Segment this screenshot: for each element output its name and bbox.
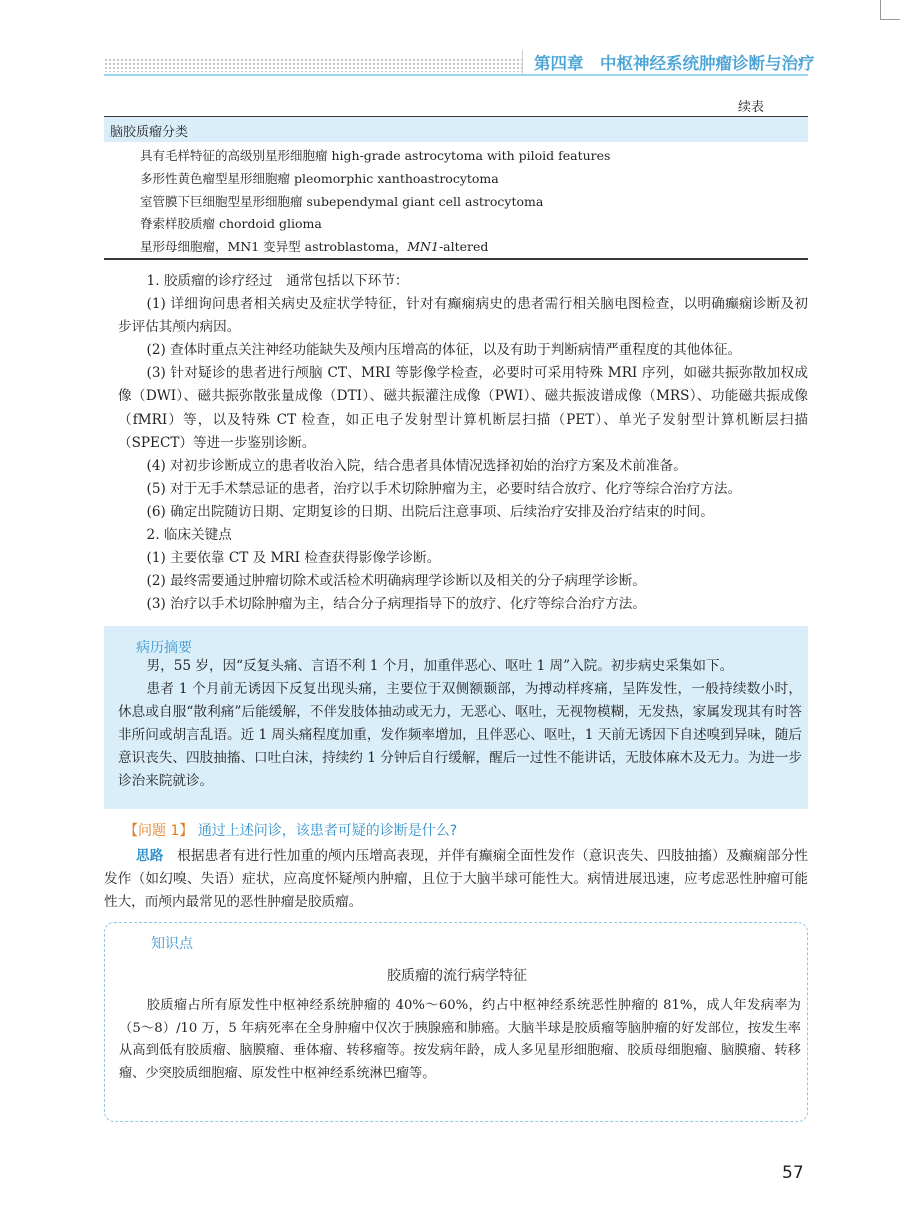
section-2-item: (1) 主要依靠 CT 及 MRI 检查获得影像学诊断。: [146, 550, 441, 567]
chapter-title: 第四章 中枢神经系统肿瘤诊断与治疗: [534, 54, 815, 73]
table-heading-row: [104, 117, 808, 142]
case-summary-box: [104, 626, 808, 809]
section-2-item: (2) 最终需要通过肿瘤切除术或活检术明确病理学诊断以及相关的分子病理学诊断。: [146, 573, 646, 590]
question-label: 【问题 1】: [124, 823, 194, 839]
page-number: 57: [782, 1163, 804, 1183]
section-1-item: (6) 确定出院随访日期、定期复诊的日期、出院后注意事项、后续治疗安排及治疗结束的时间。: [146, 503, 714, 520]
reasoning-paragraph: [104, 845, 808, 914]
table-row-suffix: -altered: [438, 239, 489, 255]
table-body: [140, 145, 800, 259]
section-1-item: (2) 查体时重点关注神经功能缺失及颅内压增高的体征，以及有助于判断病情严重程度的其他体征。: [146, 342, 742, 359]
knowledge-title: 知识点: [151, 936, 193, 952]
question-text: 通过上述问诊，该患者可疑的诊断是什么?: [197, 823, 458, 839]
section-1-item: (5) 对于无手术禁忌证的患者，治疗以手术切除肿瘤为主，必要时结合放疗、化疗等综合治疗方法。: [146, 480, 742, 497]
table-row-text: 星形母细胞瘤，MN1 变异型 astroblastoma，: [140, 239, 408, 255]
table-continued-label: 续表: [738, 100, 765, 115]
header-rule: [104, 74, 808, 76]
corner-crop-mark: [880, 0, 900, 20]
table-row-gene: MN1: [407, 239, 439, 255]
question-1: [124, 820, 457, 840]
knowledge-subtitle: 胶质瘤的流行病学特征: [387, 968, 527, 984]
table-bottom-rule: [104, 258, 808, 260]
table-row: 脊索样胶质瘤 chordoid glioma: [140, 216, 322, 232]
header-separator: [522, 50, 523, 74]
section-1-item: (4) 对初步诊断成立的患者收治入院，结合患者具体情况选择初始的治疗方案及术前准备。: [146, 457, 687, 474]
case-paragraph: 男，55 岁，因“反复头痛、言语不利 1 个月，加重伴恶心、呕吐 1 周”入院。初步病史采集如下。: [146, 658, 734, 674]
knowledge-text: 胶质瘤占所有原发性中枢神经系统肿瘤的 40%～60%，约占中枢神经系统恶性肿瘤的 81%，成人年发病率为（5～8）/10 万，5 年病死率在全身肿瘤中仅次于胰腺癌和肺癌。大脑半球是胶质瘤等脑肿瘤的好发部位，按发生率从高到低有胶质瘤、脑膜瘤、垂体瘤、转移瘤等。按发病年龄，成人多见星形细胞瘤、胶质母细胞瘤、脑膜瘤、转移瘤、少突胶质细胞瘤、原发性中枢神经系统淋巴瘤等。: [119, 998, 801, 1081]
section-1-item: (3) 针对疑诊的患者进行颅脑 CT、MRI 等影像学检查，必要时可采用特殊 MRI 序列，如磁共振弥散加权成像（DWI）、磁共振弥散张量成像（DTI）、磁共振灌注成像（PWI）、磁共振波谱成像（MRS）、功能磁共振成像（fMRI）等，以及特殊 CT 检查，如正电子发射型计算机断层扫描（PET）、单光子发射型计算机断层扫描（SPECT）等进一步鉴别诊断。: [118, 365, 808, 451]
section-1-item: (1) 详细询问患者相关病史及症状学特征，针对有癫痫病史的患者需行相关脑电图检查，以明确癫痫诊断及初步评估其颅内病因。: [118, 296, 808, 336]
case-paragraph: 患者 1 个月前无诱因下反复出现头痛，主要位于双侧额颞部，为搏动样疼痛，呈阵发性，一般持续数小时，休息或自服“散利痛”后能缓解，不伴发肢体抽动或无力，无恶心、呕吐，无视物模糊，无发热，家属发现其有时答非所问或胡言乱语。近 1 周头痛程度加重，发作频率增加，且伴恶心、呕吐，1 天前无诱因下自述嗅到异味，随后意识丧失、四肢抽搐、口吐白沫，持续约 1 分钟后自行缓解，醒后一过性不能讲话，无肢体麻木及无力。为进一步诊治来院就诊。: [118, 681, 802, 790]
table-row: 室管膜下巨细胞型星形细胞瘤 subependymal giant cell astrocytoma: [140, 193, 544, 209]
section-1-title: 1. 胶质瘤的诊疗经过 通常包括以下环节：: [146, 273, 409, 289]
table-heading: 脑胶质瘤分类: [110, 125, 189, 140]
header-dot-bar: [104, 58, 522, 72]
reasoning-text: 根据患者有进行性加重的颅内压增高表现，并伴有癫痫全面性发作（意识丧失、四肢抽搐）及癫痫部分性发作（如幻嗅、失语）症状，应高度怀疑颅内肿瘤，且位于大脑半球可能性大。病情进展迅速，应考虑恶性肿瘤可能性大，而颅内最常见的恶性肿瘤是胶质瘤。: [104, 848, 809, 911]
reasoning-label: 思路: [136, 848, 164, 864]
case-summary-text: [118, 655, 802, 794]
table-row: 多形性黄色瘤型星形细胞瘤 pleomorphic xanthoastrocytoma: [140, 170, 499, 186]
table-row: 具有毛样特征的高级别星形细胞瘤 high-grade astrocytoma with piloid features: [140, 148, 611, 163]
section-1: [118, 270, 808, 616]
section-2-title: 2. 临床关键点: [146, 527, 232, 544]
table-row: [140, 236, 800, 259]
section-2-item: (3) 治疗以手术切除肿瘤为主，结合分子病理指导下的放疗、化疗等综合治疗方法。: [146, 596, 646, 613]
knowledge-box: [104, 922, 808, 1122]
case-summary-title: 病历摘要: [136, 640, 192, 656]
reasoning-block: [104, 845, 808, 914]
